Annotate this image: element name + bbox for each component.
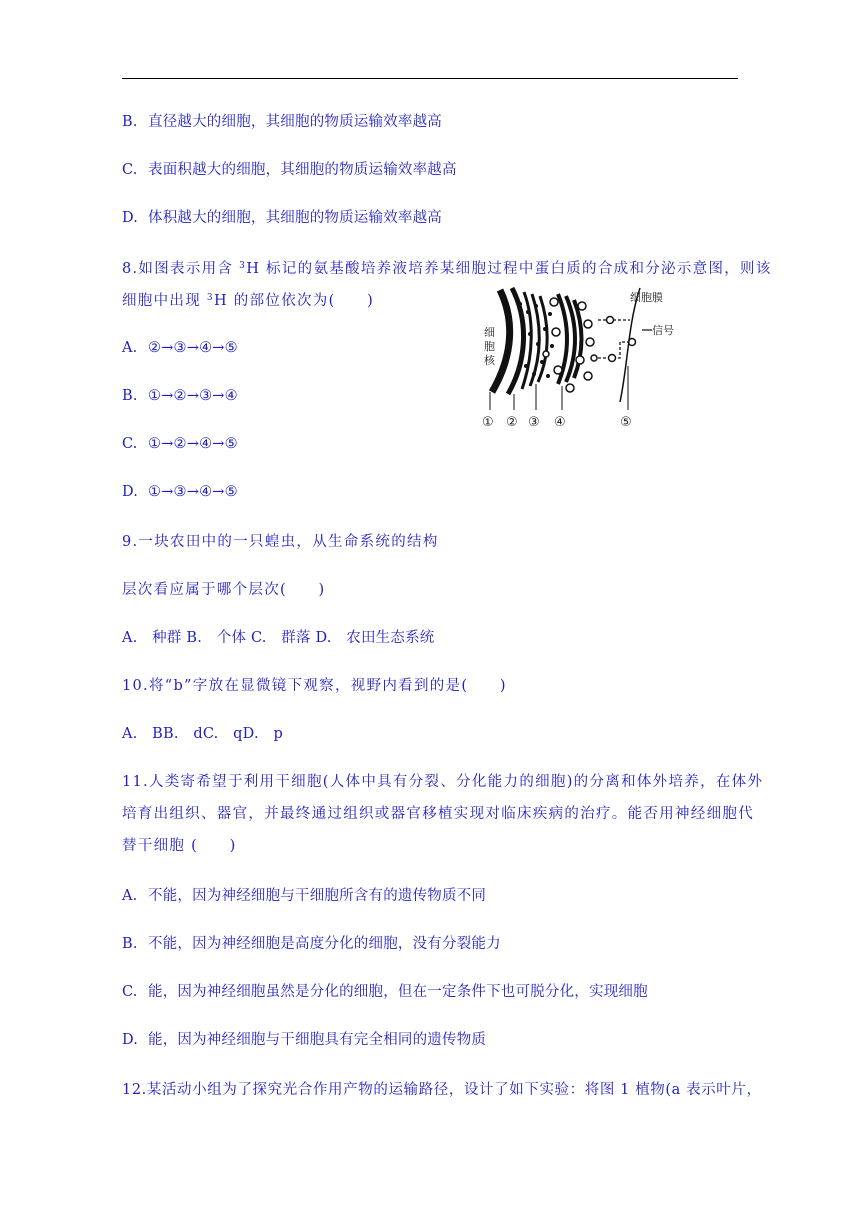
q8-option-d: D. ①→③→④→⑤ bbox=[122, 484, 238, 500]
number-5: ⑤ bbox=[620, 415, 632, 430]
number-1: ① bbox=[482, 415, 494, 430]
signal-label: 信号 bbox=[652, 324, 674, 337]
protein-secretion-diagram bbox=[470, 284, 710, 434]
q11-option-c: C. 能，因为神经细胞虽然是分化的细胞，但在一定条件下也可脱分化，实现细胞 bbox=[122, 984, 648, 1000]
q9-stem-line2: 层次看应属于哪个层次( ) bbox=[122, 582, 326, 598]
q9-options: A. 种群 B. 个体 C. 群落 D. 农田生态系统 bbox=[122, 630, 435, 646]
q7-option-b: B. 直径越大的细胞，其细胞的物质运输效率越高 bbox=[122, 114, 442, 130]
q9-stem-line1: 9.一块农田中的一只蝗虫，从生命系统的结构 bbox=[122, 534, 439, 550]
q8-option-b: B. ①→②→③→④ bbox=[122, 388, 238, 404]
nucleus-label-2: 胞 bbox=[484, 340, 495, 353]
q8-option-a: A. ②→③→④→⑤ bbox=[122, 340, 238, 356]
header-rule bbox=[122, 78, 738, 79]
number-2: ② bbox=[506, 415, 518, 430]
number-3: ③ bbox=[528, 415, 540, 430]
q8-option-c: C. ①→②→④→⑤ bbox=[122, 436, 238, 452]
q11-option-b: B. 不能，因为神经细胞是高度分化的细胞，没有分裂能力 bbox=[122, 936, 501, 952]
number-4: ④ bbox=[554, 415, 566, 430]
q11-stem-line2: 培育出组织、器官，并最终通过组织或器官移植实现对临床疾病的治疗。能否用神经细胞代 bbox=[122, 806, 754, 822]
q8-stem-line1: 8.如图表示用含 $^3$H 标记的氨基酸培养液培养某细胞过程中蛋白质的合成和分泌示意图，则该 bbox=[122, 261, 772, 277]
q8-stem-line2: 细胞中出现 $^3$H 的部位依次为( ) bbox=[122, 293, 375, 309]
q12-stem-line1: 12.某活动小组为了探究光合作用产物的运输路径，设计了如下实验：将图 1 植物(a 表示叶片， bbox=[122, 1082, 762, 1098]
q11-option-d: D. 能，因为神经细胞与干细胞具有完全相同的遗传物质 bbox=[122, 1032, 487, 1048]
q7-option-d: D. 体积越大的细胞，其细胞的物质运输效率越高 bbox=[122, 210, 442, 226]
secretion-arrows bbox=[598, 320, 630, 358]
q10-stem: 10.将“b”字放在显微镜下观察，视野内看到的是( ) bbox=[122, 678, 507, 694]
q11-option-a: A. 不能，因为神经细胞与干细胞所含有的遗传物质不同 bbox=[122, 888, 487, 904]
q11-stem-line1: 11.人类寄希望于利用干细胞(人体中具有分裂、分化能力的细胞)的分离和体外培养，在体外 bbox=[122, 774, 764, 790]
membrane-label: 细胞膜 bbox=[630, 291, 663, 304]
nucleus-label-1: 细 bbox=[484, 326, 495, 339]
q10-options: A. BB. dC. qD. p bbox=[122, 726, 283, 742]
q7-option-c: C. 表面积越大的细胞，其细胞的物质运输效率越高 bbox=[122, 162, 457, 178]
nucleus-label-3: 核 bbox=[484, 354, 495, 367]
q11-stem-line3: 替干细胞 ( ) bbox=[122, 838, 237, 854]
